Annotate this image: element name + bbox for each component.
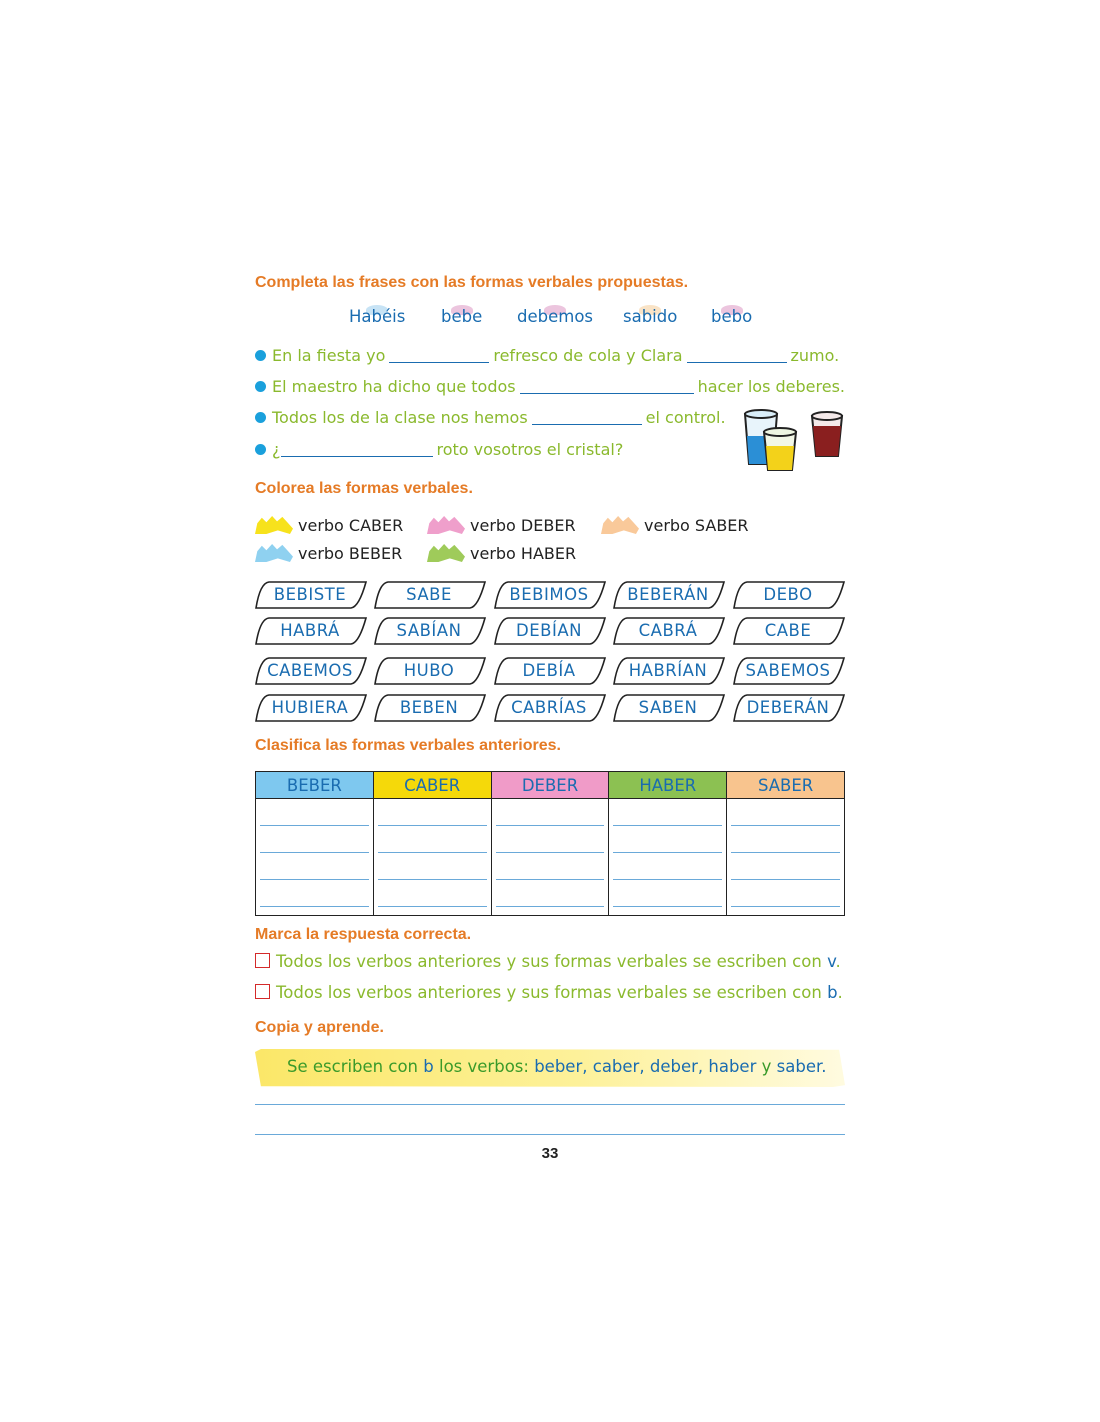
verb-form-label: HABRÁ (280, 621, 340, 640)
verb-form-pill[interactable] (255, 694, 365, 722)
option-b: Todos los verbos anteriores y sus formas verbales se escriben con b. (255, 983, 843, 1002)
verb-form-label: CABRÁ (638, 621, 698, 640)
verb-form-pill[interactable] (494, 581, 604, 609)
answer-blank[interactable] (520, 380, 694, 394)
verb-form-label: BEBEN (399, 698, 459, 717)
verb-form-pill[interactable] (613, 694, 723, 722)
answer-blank[interactable] (687, 349, 787, 363)
column-header-caber: CABER (373, 772, 491, 799)
verb-form-label: SABÍAN (396, 621, 462, 640)
verb-form-pill[interactable] (733, 694, 843, 722)
verb-form-label: DEBO (763, 585, 813, 604)
word-bank-item: debemos (517, 307, 594, 326)
section-heading-copy: Copia y aprende. (255, 1019, 384, 1036)
verb-form-label: DEBERÁN (746, 698, 830, 717)
section-heading-mark: Marca la respuesta correcta. (255, 926, 472, 943)
bullet-icon (255, 350, 266, 361)
copy-line[interactable] (255, 1104, 845, 1105)
verb-form-label: BEBISTE (273, 585, 347, 604)
rule-text: Se escriben con b los verbos: beber, caber, deber, haber y saber. (287, 1057, 827, 1076)
answer-blank[interactable] (281, 443, 433, 457)
column-header-saber: SABER (727, 772, 845, 799)
verb-form-pill[interactable] (374, 657, 484, 685)
verb-form-pill[interactable] (374, 617, 484, 645)
column-header-beber: BEBER (256, 772, 374, 799)
verb-form-label: SABEN (638, 698, 698, 717)
word-bank-item: Habéis (349, 307, 406, 326)
verb-form-pill[interactable] (494, 617, 604, 645)
legend-beber: verbo BEBER (255, 544, 402, 563)
verb-form-pill[interactable] (374, 694, 484, 722)
legend-haber: verbo HABER (427, 544, 576, 563)
legend-saber: verbo SABER (601, 516, 749, 535)
column-header-deber: DEBER (491, 772, 609, 799)
verb-form-label: SABEMOS (745, 661, 831, 680)
sentence-2: El maestro ha dicho que todos hacer los deberes. (255, 377, 845, 396)
answer-blank[interactable] (389, 349, 489, 363)
verb-form-label: DEBÍAN (516, 621, 582, 640)
verb-form-label: HUBO (403, 661, 455, 680)
section-heading-color: Colorea las formas verbales. (255, 480, 473, 497)
verb-form-pill[interactable] (613, 657, 723, 685)
crayon-swatch-icon (427, 544, 465, 562)
legend-caber: verbo CABER (255, 516, 403, 535)
verb-form-pill[interactable] (613, 581, 723, 609)
verb-form-label: HABRÍAN (628, 661, 708, 680)
verb-form-pill[interactable] (494, 694, 604, 722)
sentence-1: En la fiesta yo refresco de cola y Clara zumo. (255, 346, 839, 365)
answer-column[interactable] (256, 799, 374, 916)
bullet-icon (255, 381, 266, 392)
verb-form-label: CABE (764, 621, 812, 640)
answer-column[interactable] (727, 799, 845, 916)
section-heading-complete: Completa las frases con las formas verbales propuestas. (255, 274, 689, 291)
section-heading-classify: Clasifica las formas verbales anteriores. (255, 737, 561, 754)
verb-form-label: BEBIMOS (509, 585, 589, 604)
worksheet-page (255, 0, 845, 1422)
verb-form-label: HUBIERA (271, 698, 349, 717)
classify-table (255, 771, 845, 916)
verb-form-pill[interactable] (494, 657, 604, 685)
answer-blank[interactable] (532, 411, 642, 425)
answer-column[interactable] (609, 799, 727, 916)
answer-column[interactable] (491, 799, 609, 916)
bullet-icon (255, 412, 266, 423)
verb-form-pill[interactable] (374, 581, 484, 609)
verb-form-label: CABRÍAS (511, 698, 587, 717)
page-number: 33 (541, 1145, 559, 1162)
bullet-icon (255, 444, 266, 455)
glasses-illustration-icon (740, 408, 850, 478)
word-bank-item: sabido (623, 307, 678, 326)
word-bank-item: bebo (711, 307, 753, 326)
crayon-swatch-icon (601, 516, 639, 534)
verb-form-pill[interactable] (733, 617, 843, 645)
verb-form-label: DEBÍA (522, 661, 576, 680)
verb-form-label: BEBERÁN (627, 585, 709, 604)
verb-form-label: SABE (406, 585, 452, 604)
verb-form-pill[interactable] (255, 581, 365, 609)
crayon-swatch-icon (255, 544, 293, 562)
checkbox[interactable] (255, 953, 270, 968)
sentence-4: ¿ roto vosotros el cristal? (255, 440, 623, 459)
verb-form-pill[interactable] (255, 617, 365, 645)
sentence-3: Todos los de la clase nos hemos el control. (255, 408, 726, 427)
option-v: Todos los verbos anteriores y sus formas verbales se escriben con v. (255, 952, 841, 971)
verb-form-pill[interactable] (613, 617, 723, 645)
checkbox[interactable] (255, 984, 270, 999)
answer-column[interactable] (373, 799, 491, 916)
verb-form-label: CABEMOS (267, 661, 353, 680)
verb-form-pill[interactable] (733, 581, 843, 609)
word-bank-item: bebe (441, 307, 483, 326)
legend-deber: verbo DEBER (427, 516, 576, 535)
crayon-swatch-icon (255, 516, 293, 534)
verb-form-pill[interactable] (733, 657, 843, 685)
column-header-haber: HABER (609, 772, 727, 799)
copy-line[interactable] (255, 1134, 845, 1135)
verb-form-pill[interactable] (255, 657, 365, 685)
crayon-swatch-icon (427, 516, 465, 534)
